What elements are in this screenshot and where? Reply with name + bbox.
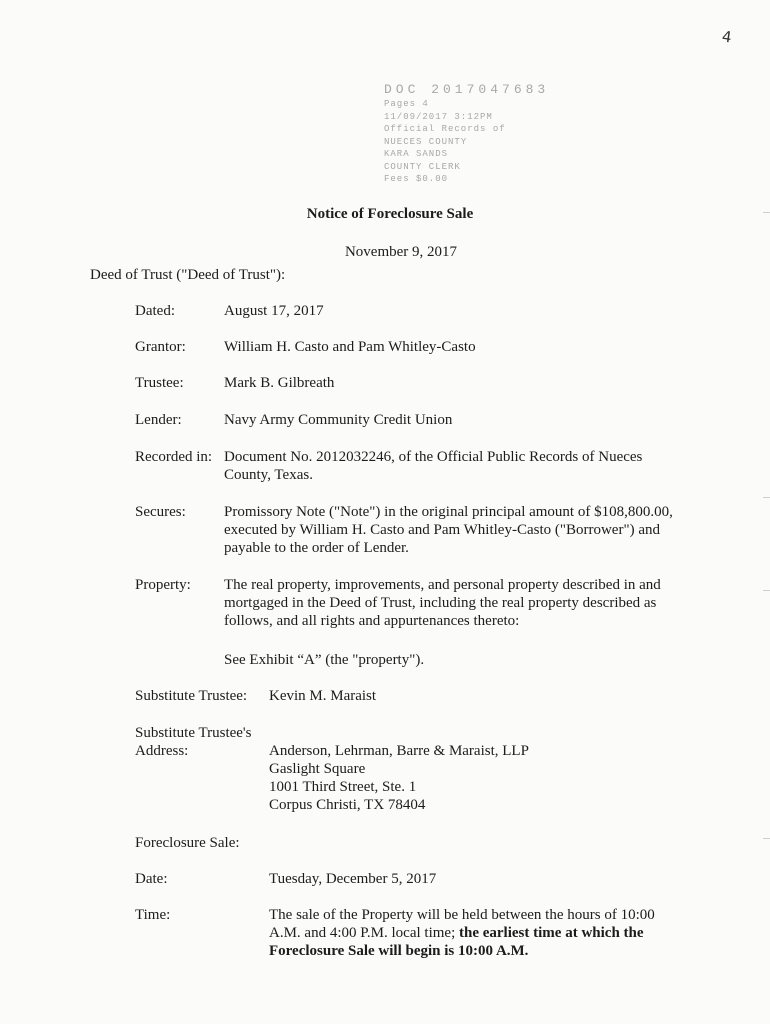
address-line: Anderson, Lehrman, Barre & Maraist, LLP	[269, 743, 529, 759]
substitute-address-label: Substitute Trustee's	[135, 725, 252, 741]
recorded-label: Recorded in:	[135, 449, 213, 465]
dated-label: Dated:	[135, 303, 175, 319]
sale-date-value: Tuesday, December 5, 2017	[269, 871, 437, 887]
property-value: The real property, improvements, and personal property described in and mortgaged in the Deed of Trust, including the real property described as follows, and all rights and appurtenances thereto:	[224, 577, 661, 629]
margin-mark	[763, 838, 770, 839]
sale-time-value	[269, 906, 664, 960]
stamp-line: DOC 2017047683	[384, 82, 550, 97]
property-label: Property:	[135, 577, 191, 593]
lender-value: Navy Army Community Credit Union	[224, 412, 453, 428]
margin-mark	[763, 212, 770, 213]
margin-mark	[763, 497, 770, 498]
address-line: Gaslight Square	[269, 761, 366, 777]
address-line: Corpus Christi, TX 78404	[269, 797, 426, 813]
stamp-line: Pages 4	[384, 99, 429, 109]
grantor-value: William H. Casto and Pam Whitley-Casto	[224, 339, 476, 355]
trustee-label: Trustee:	[135, 375, 184, 391]
sale-time-text: The sale of the Property will be held between the hours of 10:00 A.M. and 4:00 P.M. local time;	[269, 907, 655, 941]
secures-value: Promissory Note ("Note") in the original principal amount of $108,800.00, executed by William H. Casto and Pam Whitley-Casto ("Borrower") and payable to the order of Lender.	[224, 504, 673, 556]
notice-title: Notice of Foreclosure Sale	[306, 206, 474, 222]
recorded-value: Document No. 2012032246, of the Official Public Records of Nueces County, Texas.	[224, 449, 643, 483]
trustee-value: Mark B. Gilbreath	[224, 375, 335, 391]
stamp-line: Official Records of	[384, 124, 506, 134]
stamp-line: KARA SANDS	[384, 149, 449, 159]
substitute-trustee-label: Substitute Trustee:	[135, 688, 248, 704]
margin-mark	[763, 590, 770, 591]
stamp-line: NUECES COUNTY	[384, 136, 468, 147]
address-line: 1001 Third Street, Ste. 1	[269, 779, 417, 795]
stamp-line: Fees $0.00	[384, 174, 449, 184]
lender-label: Lender:	[135, 412, 182, 428]
grantor-label: Grantor:	[135, 339, 186, 355]
recording-stamp	[384, 82, 549, 186]
sale-time-label: Time:	[135, 907, 171, 923]
dated-value: August 17, 2017	[224, 303, 324, 319]
deed-heading: Deed of Trust ("Deed of Trust"):	[90, 267, 286, 283]
corner-handwritten-mark: 4	[720, 27, 733, 47]
stamp-line: 11/09/2017 3:12PM	[384, 111, 493, 122]
foreclosure-sale-heading: Foreclosure Sale:	[135, 835, 240, 851]
substitute-address-label: Address:	[135, 743, 189, 759]
sale-time-emphasis: the earliest time at which the Foreclosure Sale will begin is 10:00 A.M.	[269, 925, 644, 959]
secures-label: Secures:	[135, 504, 186, 520]
stamp-line: COUNTY CLERK	[384, 161, 461, 172]
exhibit-reference: See Exhibit “A” (the "property").	[224, 652, 425, 668]
sale-date-label: Date:	[135, 871, 168, 887]
substitute-trustee-value: Kevin M. Maraist	[269, 688, 377, 704]
notice-date: November 9, 2017	[344, 244, 458, 260]
